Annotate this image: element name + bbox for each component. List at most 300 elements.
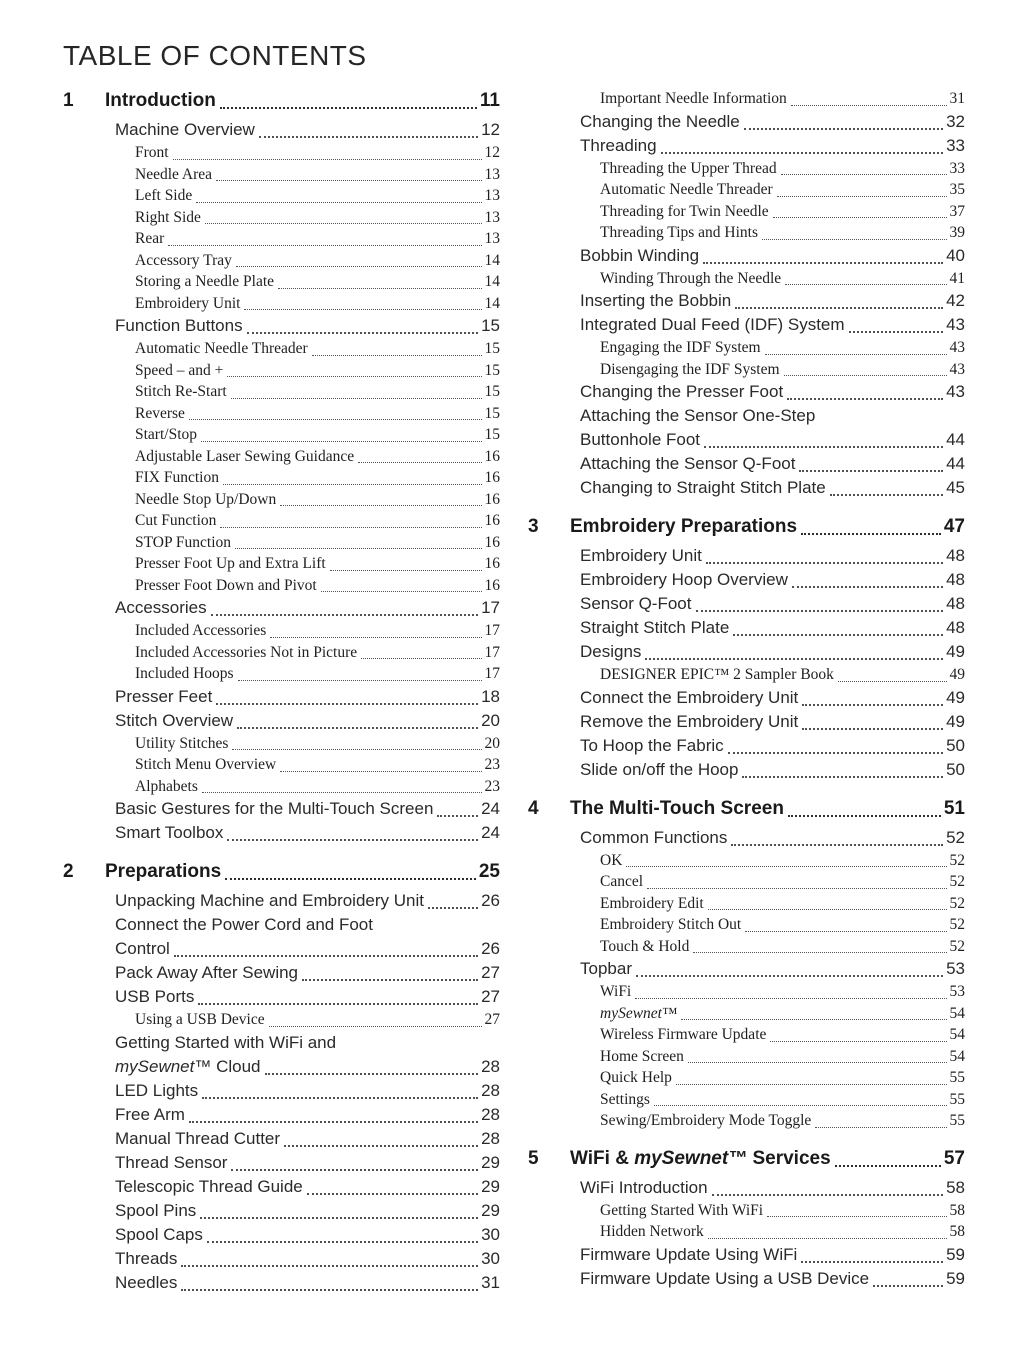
- toc-entry-label: Control: [115, 939, 170, 958]
- dot-leader: [211, 614, 478, 616]
- toc-entry: [528, 568, 965, 592]
- toc-entry: [528, 616, 965, 640]
- dot-leader: [704, 446, 943, 448]
- toc-entry-label: Buttonhole Foot: [580, 430, 701, 449]
- page-number: 12: [484, 144, 500, 161]
- page-number: 33: [949, 159, 965, 177]
- toc-entry-label: Right Side: [135, 208, 201, 226]
- toc-entry: [528, 592, 965, 616]
- page-number: 52: [949, 873, 965, 890]
- page-number: 58: [946, 1177, 965, 1197]
- toc-entry: [528, 337, 965, 359]
- toc-entry-label: mySewnet™: [600, 1004, 678, 1022]
- toc-entry-label: Threads: [115, 1248, 178, 1268]
- page-number: 28: [481, 1056, 500, 1076]
- toc-entry-label: Sewing/Embroidery Mode Toggle: [600, 1112, 812, 1129]
- toc-entry-label: To Hoop the Fabric: [580, 735, 724, 755]
- toc-entry-label: Embroidery Unit: [135, 294, 241, 312]
- dot-leader: [265, 1073, 479, 1075]
- toc-entry: [63, 937, 500, 961]
- toc-entry-label: Basic Gestures for the Multi-Touch Screen: [115, 799, 434, 818]
- page-number: 32: [946, 111, 965, 131]
- toc-entry-label: Cancel: [600, 873, 644, 890]
- dot-leader: [636, 975, 943, 977]
- dot-leader: [792, 586, 943, 588]
- toc-entry-label: Topbar: [580, 959, 632, 978]
- dot-leader: [235, 548, 481, 549]
- toc-entry: [63, 1151, 500, 1175]
- dot-leader: [706, 562, 943, 564]
- toc-entry-label: Embroidery Preparations: [570, 516, 798, 537]
- toc-entry-label: Spool Caps: [115, 1224, 203, 1244]
- toc-entry: [528, 110, 965, 134]
- page-number: 53: [949, 983, 965, 1000]
- toc-entry-label: Presser Feet: [115, 686, 213, 706]
- toc-entry: [528, 1024, 965, 1046]
- dot-leader: [205, 223, 482, 224]
- toc-entry-label: Sensor Q-Foot: [580, 594, 692, 613]
- toc-entry: [63, 446, 500, 468]
- toc-entry-label: WiFi: [600, 983, 632, 1000]
- page-number: 40: [946, 245, 965, 265]
- dot-leader: [200, 1217, 478, 1219]
- page-number: 48: [946, 618, 965, 637]
- toc-entry: [528, 1243, 965, 1267]
- toc-entry: [63, 754, 500, 776]
- dot-leader: [189, 1121, 478, 1123]
- toc-entry-label: Utility Stitches: [135, 734, 229, 752]
- toc: [63, 88, 965, 1295]
- toc-entry-label: Unpacking Machine and Embroidery Unit: [115, 891, 424, 910]
- toc-entry: [63, 553, 500, 575]
- toc-entry: [528, 134, 965, 158]
- toc-entry: [63, 228, 500, 250]
- dot-leader: [873, 1285, 943, 1287]
- dot-leader: [237, 727, 478, 729]
- toc-entry-label: Speed – and +: [135, 361, 224, 379]
- toc-entry-label: Start/Stop: [135, 426, 198, 443]
- dot-leader: [777, 196, 947, 197]
- toc-entry: [63, 575, 500, 597]
- dot-leader: [231, 398, 482, 399]
- toc-column-right: [528, 88, 965, 1295]
- page-number: 43: [949, 339, 965, 356]
- toc-entry: [63, 293, 500, 315]
- toc-entry: [63, 1247, 500, 1271]
- toc-entry: [63, 314, 500, 338]
- dot-leader: [168, 245, 481, 246]
- toc-entry: [528, 476, 965, 500]
- toc-entry-label: Changing the Needle: [580, 111, 740, 131]
- toc-entry-label: Embroidery Hoop Overview: [580, 570, 788, 589]
- toc-entry-label: Embroidery Unit: [580, 546, 702, 565]
- toc-entry: [63, 271, 500, 293]
- toc-entry-label: Presser Foot Down and Pivot: [135, 576, 317, 594]
- dot-leader: [216, 180, 481, 181]
- dot-leader: [801, 533, 941, 535]
- dot-leader: [225, 878, 476, 880]
- toc-entry: [528, 544, 965, 568]
- toc-entry: [63, 709, 500, 733]
- page-number: 16: [484, 447, 500, 465]
- dot-leader: [232, 749, 481, 750]
- page-number: 48: [946, 570, 965, 589]
- dot-leader: [321, 591, 482, 592]
- dot-leader: [791, 105, 947, 106]
- toc-entry: [63, 1031, 500, 1055]
- page-number: 29: [481, 1152, 500, 1172]
- toc-entry: [63, 821, 500, 845]
- toc-entry: [63, 381, 500, 403]
- toc-entry: [528, 664, 965, 686]
- toc-entry: [528, 826, 965, 850]
- page-number: 30: [481, 1248, 500, 1268]
- page-number: 31: [481, 1272, 500, 1292]
- dot-leader: [742, 776, 943, 778]
- toc-entry: [63, 685, 500, 709]
- page-number: 16: [484, 576, 500, 594]
- dot-leader: [247, 332, 479, 334]
- toc-entry: [528, 404, 965, 428]
- dot-leader: [733, 634, 943, 636]
- toc-entry-label: Embroidery Stitch Out: [600, 916, 742, 933]
- toc-entry: [63, 596, 500, 620]
- page-title: TABLE OF CONTENTS: [63, 40, 367, 71]
- dot-leader: [312, 355, 482, 356]
- toc-entry: [528, 289, 965, 313]
- toc-entry: [528, 871, 965, 893]
- page-number: 13: [484, 230, 500, 247]
- dot-leader: [216, 703, 478, 705]
- toc-entry-label: Free Arm: [115, 1104, 185, 1124]
- page-number: 26: [481, 891, 500, 910]
- dot-leader: [799, 470, 943, 472]
- dot-leader: [835, 1165, 941, 1167]
- toc-entry: [63, 185, 500, 207]
- dot-leader: [196, 202, 481, 203]
- page-number: 28: [481, 1128, 500, 1148]
- page-number: 44: [946, 454, 965, 473]
- page-number: 26: [481, 939, 500, 958]
- page-number: 58: [949, 1223, 965, 1240]
- toc-entry: [63, 663, 500, 685]
- dot-leader: [227, 839, 478, 841]
- page-number: 15: [484, 426, 500, 443]
- toc-entry: [63, 985, 500, 1009]
- toc-entry-label: Included Accessories Not in Picture: [135, 643, 358, 661]
- toc-entry-label: Threading for Twin Needle: [600, 202, 769, 220]
- dot-leader: [220, 527, 481, 528]
- toc-entry: [63, 489, 500, 511]
- chapter-number: 4: [528, 797, 539, 819]
- dot-leader: [708, 1238, 947, 1239]
- toc-entry-label: USB Ports: [115, 987, 195, 1006]
- page-number: 13: [484, 165, 500, 183]
- toc-entry-label: The Multi-Touch Screen: [570, 797, 784, 819]
- toc-entry-label: Threading: [580, 135, 657, 155]
- page-number: 52: [946, 827, 965, 847]
- toc-entry: [63, 797, 500, 821]
- page-number: 13: [484, 208, 500, 226]
- dot-leader: [173, 159, 482, 160]
- page-number: 49: [946, 711, 965, 731]
- dot-leader: [645, 658, 943, 660]
- toc-entry-label: Bobbin Winding: [580, 245, 700, 265]
- toc-entry: [528, 268, 965, 290]
- toc-entry: [528, 452, 965, 476]
- toc-entry: [63, 467, 500, 489]
- dot-leader: [202, 792, 482, 793]
- toc-entry: [63, 207, 500, 229]
- page-number: 20: [481, 710, 500, 730]
- page-number: 15: [484, 404, 500, 422]
- dot-leader: [181, 1265, 478, 1267]
- dot-leader: [728, 752, 943, 754]
- toc-entry-label: Touch & Hold: [600, 937, 690, 955]
- toc-entry-label: Presser Foot Up and Extra Lift: [135, 555, 326, 572]
- toc-entry-label: DESIGNER EPIC™ 2 Sampler Book: [600, 666, 834, 683]
- page-number: 13: [484, 187, 500, 204]
- page-number: 29: [481, 1200, 500, 1220]
- toc-entry-label: Getting Started With WiFi: [600, 1201, 764, 1219]
- dot-leader: [227, 376, 481, 377]
- page-number: 50: [946, 735, 965, 755]
- toc-entry: [63, 1055, 500, 1079]
- toc-entry-label: Needle Area: [135, 165, 213, 183]
- page-number: 28: [481, 1104, 500, 1124]
- page-number: 52: [949, 851, 965, 869]
- toc-entry-label: Spool Pins: [115, 1200, 197, 1220]
- toc-entry-label: Disengaging the IDF System: [600, 360, 780, 378]
- page-number: 25: [478, 861, 500, 882]
- dot-leader: [174, 955, 478, 957]
- page-number: 59: [946, 1244, 965, 1264]
- page-number: 54: [949, 1026, 965, 1043]
- page-number: 30: [481, 1224, 500, 1244]
- dot-leader: [735, 307, 943, 309]
- toc-entry: [63, 1127, 500, 1151]
- toc-entry: [528, 893, 965, 915]
- toc-entry-label: Alphabets: [135, 777, 198, 795]
- dot-leader: [437, 815, 478, 817]
- dot-leader: [688, 1062, 947, 1063]
- toc-entry: [528, 710, 965, 734]
- dot-leader: [676, 1084, 947, 1085]
- toc-entry-label: Attaching the Sensor One-Step: [580, 406, 816, 425]
- toc-entry: [528, 914, 965, 936]
- page-number: 43: [946, 315, 965, 334]
- toc-entry-label: Machine Overview: [115, 120, 255, 139]
- toc-entry-label: FIX Function: [135, 469, 219, 486]
- toc-entry-label: Connect the Embroidery Unit: [580, 687, 799, 707]
- dot-leader: [849, 331, 944, 333]
- toc-entry: [63, 338, 500, 360]
- toc-entry: [63, 360, 500, 382]
- toc-entry: [528, 359, 965, 381]
- toc-entry-label: Settings: [600, 1090, 650, 1108]
- toc-entry: [63, 510, 500, 532]
- toc-entry: [528, 957, 965, 981]
- page-number: 11: [479, 90, 500, 111]
- dot-leader: [712, 1194, 944, 1196]
- toc-entry: [63, 620, 500, 642]
- page-number: 41: [949, 269, 965, 287]
- page-number: 17: [484, 622, 500, 639]
- page-number: 43: [946, 382, 965, 401]
- toc-entry-label: Manual Thread Cutter: [115, 1128, 281, 1148]
- toc-entry: [528, 686, 965, 710]
- page-number: 28: [481, 1080, 500, 1100]
- toc-entry: [63, 859, 500, 885]
- page-number: 51: [943, 797, 965, 819]
- dot-leader: [223, 484, 482, 485]
- toc-entry-label: Stitch Re-Start: [135, 383, 227, 400]
- toc-entry-label: Stitch Overview: [115, 710, 234, 730]
- page-number: 27: [484, 1011, 500, 1028]
- toc-entry-label: Introduction: [105, 90, 216, 111]
- page-number: 42: [946, 291, 965, 310]
- toc-entry-label: Storing a Needle Plate: [135, 273, 275, 290]
- page-number: 27: [481, 963, 500, 982]
- dot-leader: [244, 309, 481, 310]
- dot-leader: [801, 1261, 943, 1263]
- dot-leader: [744, 128, 943, 130]
- toc-entry: [528, 1221, 965, 1243]
- dot-leader: [693, 952, 946, 953]
- toc-entry: [528, 514, 965, 540]
- page-number: 17: [481, 598, 500, 617]
- page-number: 16: [484, 555, 500, 572]
- toc-entry-label: Common Functions: [580, 827, 728, 847]
- dot-leader: [181, 1289, 478, 1291]
- dot-leader: [815, 1127, 946, 1128]
- toc-entry-label: Smart Toolbox: [115, 823, 224, 842]
- toc-entry: [63, 1271, 500, 1295]
- dot-leader: [284, 1145, 478, 1147]
- page-number: 47: [943, 516, 965, 537]
- toc-entry: [528, 179, 965, 201]
- toc-entry: [63, 1175, 500, 1199]
- toc-entry-label: Firmware Update Using WiFi: [580, 1244, 798, 1264]
- toc-entry-label: Changing the Presser Foot: [580, 382, 784, 401]
- page-number: 17: [484, 665, 500, 682]
- toc-entry-label: STOP Function: [135, 533, 232, 551]
- toc-entry: [528, 88, 965, 110]
- toc-column-left: [63, 88, 500, 1295]
- chapter-number: 5: [528, 1147, 539, 1169]
- dot-leader: [428, 907, 478, 909]
- dot-leader: [358, 462, 481, 463]
- toc-entry-label: Included Hoops: [135, 665, 234, 682]
- dot-leader: [781, 174, 947, 175]
- dot-leader: [647, 888, 946, 889]
- dot-leader: [770, 1041, 946, 1042]
- dot-leader: [278, 288, 481, 289]
- page-number: 49: [946, 687, 965, 707]
- toc-entry: [528, 796, 965, 822]
- toc-entry-label: Accessory Tray: [135, 251, 232, 269]
- page-number: 20: [484, 734, 500, 752]
- page-number: 43: [949, 360, 965, 378]
- toc-entry-label: Reverse: [135, 404, 185, 422]
- page-number: 18: [481, 686, 500, 706]
- toc-entry: [528, 1089, 965, 1111]
- toc-entry-label: Function Buttons: [115, 316, 243, 335]
- toc-entry-label: Remove the Embroidery Unit: [580, 711, 799, 731]
- dot-leader: [708, 909, 947, 910]
- toc-entry-label: mySewnet™ Cloud: [115, 1056, 261, 1076]
- toc-entry: [63, 118, 500, 142]
- toc-entry-label: Thread Sensor: [115, 1152, 228, 1172]
- chapter-number: 1: [63, 90, 74, 111]
- toc-entry-label: OK: [600, 851, 623, 869]
- page-number: 48: [946, 594, 965, 613]
- dot-leader: [661, 152, 944, 154]
- dot-leader: [838, 681, 947, 682]
- page-number: 49: [949, 666, 965, 683]
- toc-entry: [528, 758, 965, 782]
- page-number: 24: [481, 799, 500, 818]
- page-number: 49: [946, 642, 965, 661]
- dot-leader: [220, 107, 477, 109]
- dot-leader: [773, 217, 947, 218]
- toc-entry-label: Winding Through the Needle: [600, 269, 782, 287]
- dot-leader: [762, 239, 946, 240]
- page-number: 16: [484, 490, 500, 508]
- toc-entry-label: Straight Stitch Plate: [580, 618, 730, 637]
- toc-entry-label: LED Lights: [115, 1080, 199, 1100]
- toc-entry: [528, 1003, 965, 1025]
- page-number: 59: [946, 1268, 965, 1288]
- toc-entry: [528, 428, 965, 452]
- dot-leader: [238, 680, 482, 681]
- toc-entry-label: WiFi & mySewnet™ Services: [570, 1147, 831, 1169]
- toc-entry: [528, 640, 965, 664]
- dot-leader: [784, 375, 947, 376]
- toc-entry: [528, 1267, 965, 1291]
- dot-leader: [745, 931, 946, 932]
- dot-leader: [830, 494, 943, 496]
- page-number: 55: [949, 1069, 965, 1086]
- dot-leader: [330, 570, 482, 571]
- toc-entry: [528, 222, 965, 244]
- dot-leader: [626, 866, 946, 867]
- dot-leader: [189, 419, 482, 420]
- page-number: 24: [481, 823, 500, 842]
- toc-entry-label: Preparations: [105, 861, 222, 882]
- toc-entry-label: Adjustable Laser Sewing Guidance: [135, 447, 355, 465]
- dot-leader: [198, 1003, 478, 1005]
- page-number: 12: [481, 120, 500, 139]
- toc-entry-label: Wireless Firmware Update: [600, 1026, 767, 1043]
- toc-entry: [63, 403, 500, 425]
- dot-leader: [269, 1026, 482, 1027]
- toc-entry: [63, 961, 500, 985]
- dot-leader: [280, 505, 481, 506]
- page-number: 48: [946, 546, 965, 565]
- page-number: 37: [949, 202, 965, 220]
- toc-entry-label: WiFi Introduction: [580, 1177, 708, 1197]
- toc-entry-label: Automatic Needle Threader: [135, 340, 308, 357]
- page-number: 52: [949, 916, 965, 933]
- toc-entry: [63, 889, 500, 913]
- toc-entry: [63, 733, 500, 755]
- toc-entry-label: Home Screen: [600, 1047, 684, 1065]
- toc-entry: [63, 1103, 500, 1127]
- toc-entry-label: Rear: [135, 230, 165, 247]
- page-number: 55: [949, 1090, 965, 1108]
- toc-entry: [63, 1009, 500, 1031]
